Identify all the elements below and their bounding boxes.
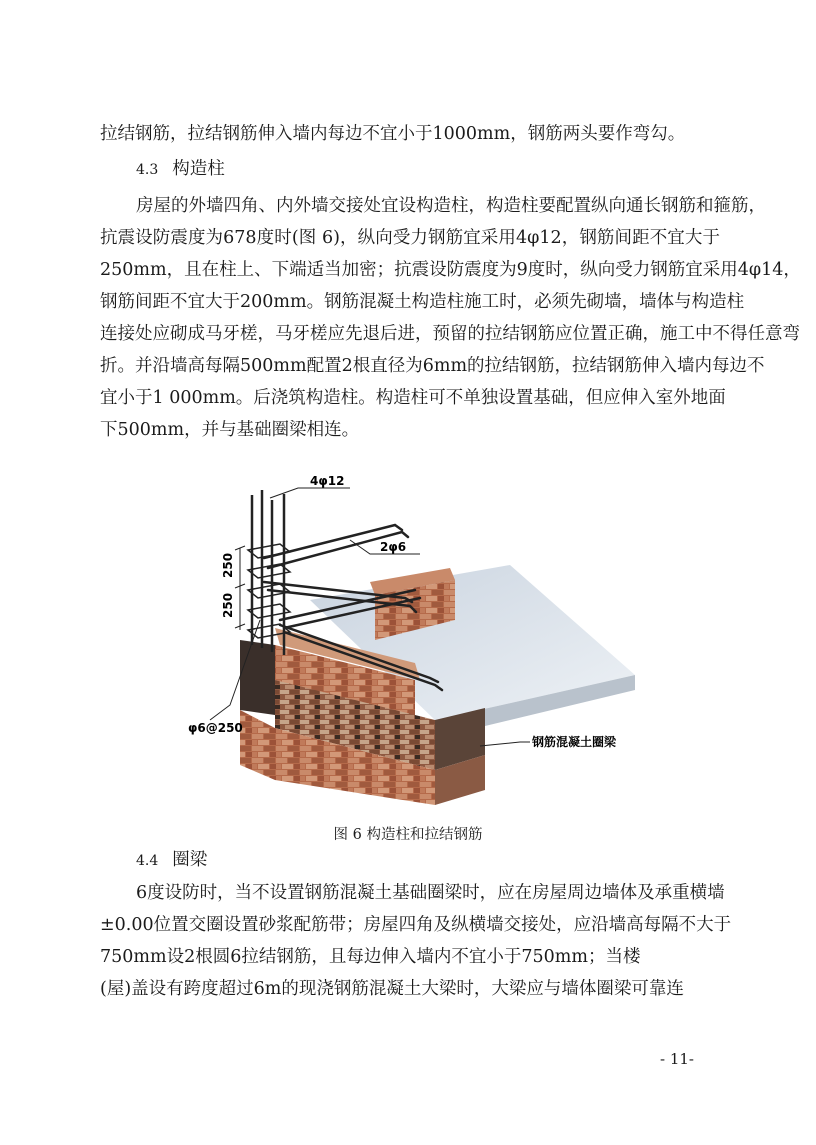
ring-beam-label: 钢筋混凝土圈梁 bbox=[532, 735, 617, 749]
section-title: 圈梁 bbox=[172, 850, 208, 870]
section-number: 4.3 bbox=[136, 162, 159, 178]
paragraph-line: 宜小于1 000mm。后浇筑构造柱。构造柱可不单独设置基础，但应伸入室外地面 bbox=[100, 388, 726, 408]
stirrup-spacing-label: φ6@250 bbox=[188, 721, 243, 735]
paragraph-line: 抗震设防震度为678度时(图 6)，纵向受力钢筋宜采用4φ12，钢筋间距不宜大于 bbox=[100, 228, 720, 248]
construction-column-figure bbox=[180, 470, 650, 810]
paragraph-line: (屋)盖设有跨度超过6m的现浇钢筋混凝土大梁时，大梁应与墙体圈梁可靠连 bbox=[100, 979, 684, 999]
paragraph-line: 钢筋间距不宜大于200mm。钢筋混凝土构造柱施工时，必须先砌墙，墙体与构造柱 bbox=[100, 292, 745, 312]
top-bars-label: 4φ12 bbox=[310, 474, 345, 488]
paragraph-line: 250mm，且在柱上、下端适当加密；抗震设防震度为9度时，纵向受力钢筋宜采用4φ14， bbox=[100, 260, 801, 280]
paragraph-line: 6度设防时，当不设置钢筋混凝土基础圈梁时，应在房屋周边墙体及承重横墙 bbox=[136, 883, 725, 903]
column-face bbox=[240, 640, 275, 715]
paragraph-line: ±0.00位置交圈设置砂浆配筋带；房屋四角及纵横墙交接处，应沿墙高每隔不大于 bbox=[100, 915, 732, 935]
tie-bars-label: 2φ6 bbox=[380, 540, 407, 554]
section-heading-4-3 bbox=[136, 157, 225, 182]
paragraph-line: 拉结钢筋，拉结钢筋伸入墙内每边不宜小于1000mm，钢筋两头要作弯勾。 bbox=[100, 124, 686, 144]
paragraph-line: 下500mm，并与基础圈梁相连。 bbox=[100, 420, 360, 440]
figure-caption: 图 6 构造柱和拉结钢筋 bbox=[333, 827, 483, 843]
paragraph-line: 折。并沿墙高每隔500mm配置2根直径为6mm的拉结钢筋，拉结钢筋伸入墙内每边不 bbox=[100, 356, 765, 376]
paragraph-line: 连接处应砌成马牙槎，马牙槎应先退后进，预留的拉结钢筋应位置正确，施工中不得任意弯 bbox=[100, 324, 800, 344]
spacing-label-lower: 250 bbox=[221, 592, 235, 618]
section-title: 构造柱 bbox=[172, 159, 225, 179]
section-number: 4.4 bbox=[136, 853, 159, 869]
page-number: - 11- bbox=[660, 1050, 694, 1068]
section-heading-4-4 bbox=[136, 848, 207, 873]
dimension-lines bbox=[235, 546, 245, 630]
paragraph-line: 750mm设2根圆6拉结钢筋，且每边伸入墙内不宜小于750mm；当楼 bbox=[100, 947, 641, 967]
spacing-label-upper: 250 bbox=[221, 552, 235, 578]
paragraph-line: 房屋的外墙四角、内外墙交接处宜设构造柱，构造柱要配置纵向通长钢筋和箍筋， bbox=[136, 196, 766, 216]
lower-wall-left bbox=[240, 710, 275, 780]
